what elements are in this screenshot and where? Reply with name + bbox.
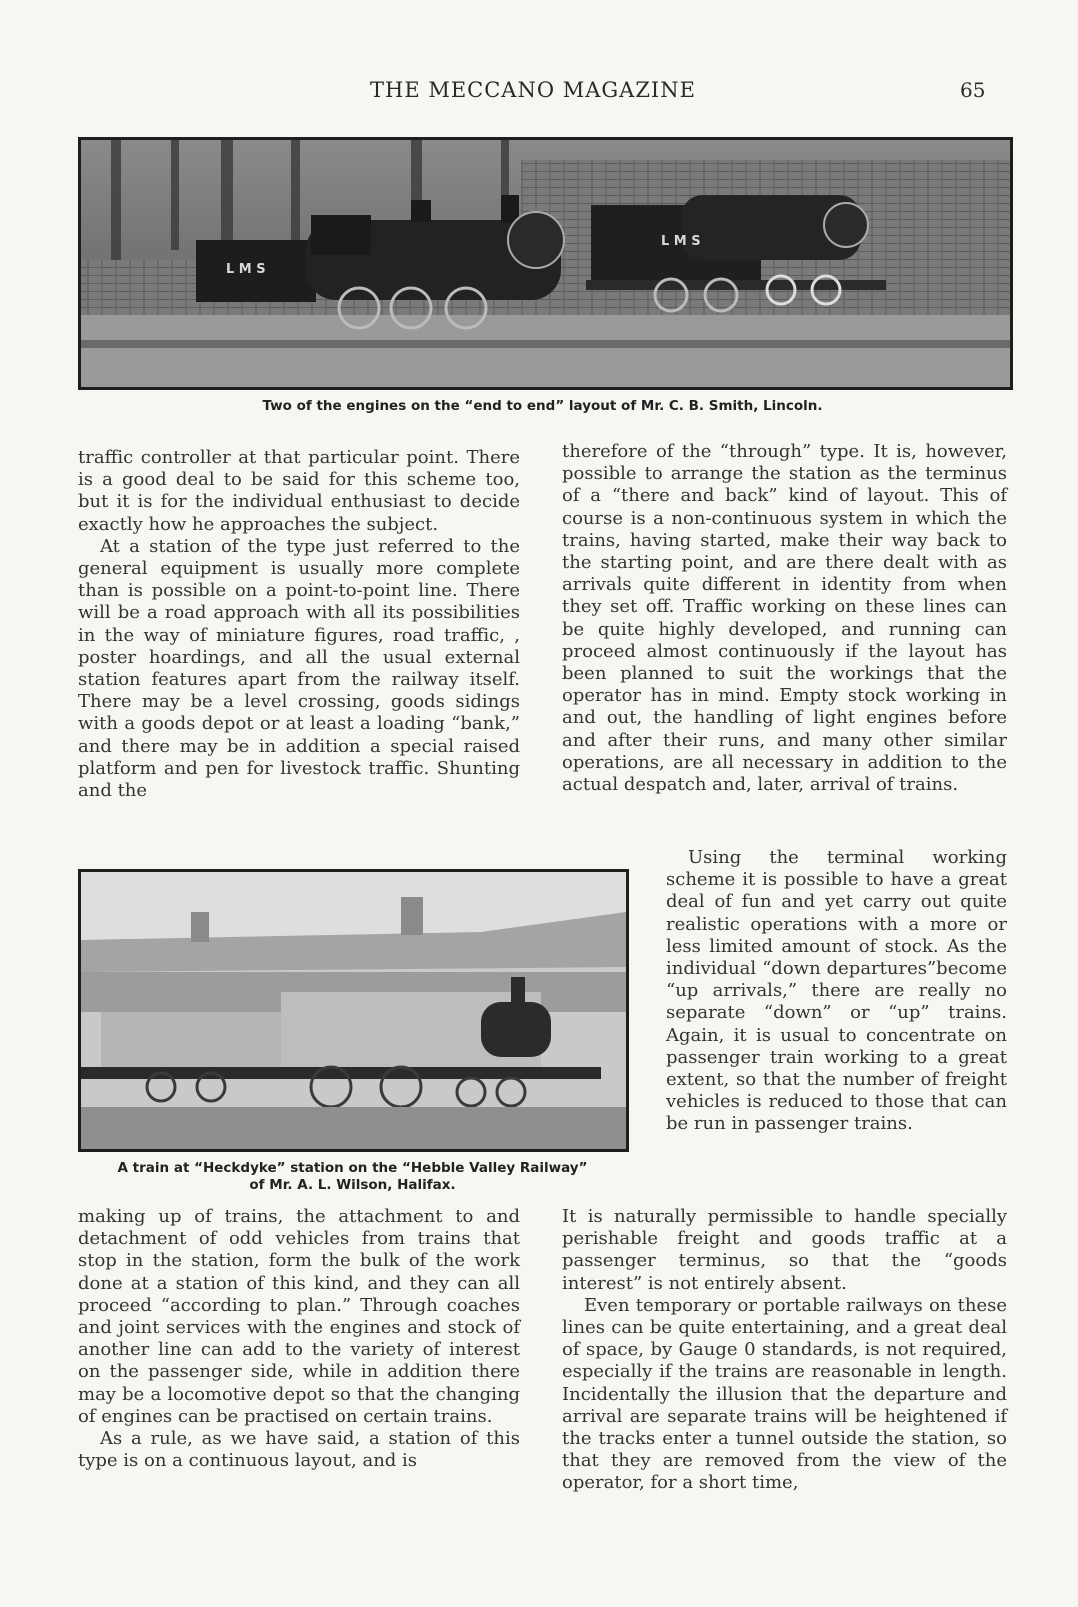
paragraph: It is naturally permissible to handle specially perishable freight and goods traffic at a passenger terminus, so that the “goods interest” is not entirely absent. bbox=[562, 1206, 1007, 1294]
column-right-narrow bbox=[666, 847, 1007, 1136]
page-number: 65 bbox=[960, 78, 986, 102]
photo-two-engines-image bbox=[81, 140, 1010, 387]
loco1-lettering: L M S bbox=[226, 262, 266, 277]
photo-heckdyke-station bbox=[78, 869, 629, 1152]
column-left-top bbox=[78, 447, 520, 802]
paragraph: At a station of the type just referred to the general equipment is usually more complete than is possible on a point-to-point line. There will be a road approach with all its possibilities in the way of miniature figures, road traffic, , poster hoardings, and all the usual external station features apart from the railway itself. There may be a level crossing, goods sidings with a goods depot or at least a loading “bank,” and there may be in addition a special raised platform and pen for livestock traffic. Shunting and the bbox=[78, 535, 520, 802]
loco2-lettering: L M S bbox=[661, 234, 701, 249]
paragraph: Using the terminal working scheme it is possible to have a great deal of fun and yet carry out quite realistic operations with a more or less limited amount of stock. As the individual “down departures”become “up arrivals,” there are really no separate “down” or “up” trains. Again, it is usual to concentrate on passenger train working to a great extent, so that the number of freight vehicles is reduced to those that can be run in passenger trains. bbox=[666, 847, 1007, 1135]
caption-line: of Mr. A. L. Wilson, Halifax. bbox=[249, 1177, 456, 1193]
column-right-top bbox=[562, 441, 1007, 796]
column-right-bottom bbox=[562, 1206, 1007, 1495]
caption-line: A train at “Heckdyke” station on the “Hebble Valley Railway” bbox=[117, 1160, 588, 1176]
page-header bbox=[0, 78, 1078, 108]
paragraph: Even temporary or portable railways on these lines can be quite entertaining, and a great deal of space, by Gauge 0 standards, is not required, especially if the trains are reasonable in length. Incidentally the illusion that the departure and arrival are separate trains will be heightened if the tracks enter a tunnel outside the station, so that they are removed from the view of the operator, for a short time, bbox=[562, 1294, 1007, 1494]
column-left-bottom bbox=[78, 1206, 520, 1472]
photo-two-engines bbox=[78, 137, 1013, 390]
paragraph: traffic controller at that particular point. There is a good deal to be said for this scheme too, but it is for the individual enthusiast to decide exactly how he approaches the subject. bbox=[78, 447, 520, 535]
photo-two-engines-caption: Two of the engines on the “end to end” layout of Mr. C. B. Smith, Lincoln. bbox=[262, 398, 823, 414]
paragraph: making up of trains, the attachment to and detachment of odd vehicles from trains that stop in the station, form the bulk of the work done at a station of this kind, and they can all proceed “according to plan.” Through coaches and joint services with the engines and stock of another line can add to the variety of interest on the passenger side, while in addition there may be a locomotive depot so that the changing of engines can be practised on certain trains. bbox=[78, 1206, 520, 1427]
paragraph: As a rule, as we have said, a station of this type is on a continuous layout, and is bbox=[78, 1428, 520, 1472]
paragraph: therefore of the “through” type. It is, however, possible to arrange the station as the terminus of a “there and back” kind of layout. This of course is a non-continuous system in which the trains, having started, make their way back to the starting point, and are there dealt with as arrivals quite different in identity from when they set off. Traffic working on these lines can be quite highly developed, and running can proceed almost continuously if the layout has been planned to suit the workings that the operator has in mind. Empty stock working in and out, the handling of light engines before and after their runs, and many other similar operations, are all necessary in addition to the actual despatch and, later, arrival of trains. bbox=[562, 441, 1007, 796]
photo-heckdyke-caption bbox=[60, 1160, 645, 1194]
photo-heckdyke-station-image bbox=[81, 872, 626, 1149]
magazine-title: THE MECCANO MAGAZINE bbox=[370, 78, 696, 102]
